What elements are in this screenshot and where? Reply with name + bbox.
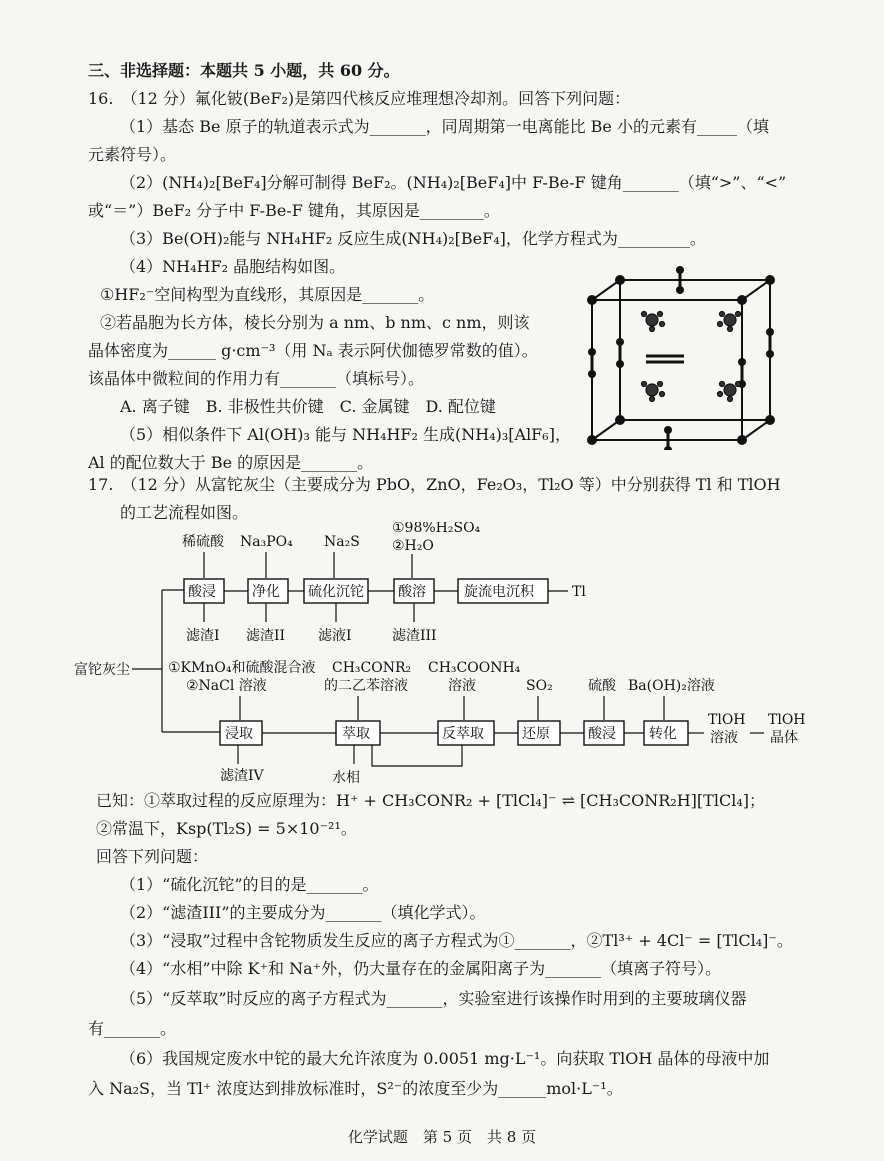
q17-known-1: 已知：①萃取过程的反应原理为：H⁺ + CH₃CONR₂ + [TlCl₄]⁻ ⇌ [CH₃CONR₂H][TlCl₄]；: [96, 791, 765, 810]
q17-part5-line2: 有_______。: [88, 1019, 177, 1038]
q16-part4-sub2-line1: ②若晶胞为长方体，棱长分别为 a nm、b nm、c nm，则该: [100, 313, 530, 332]
reagent-nacl: ②NaCl 溶液: [186, 678, 267, 694]
q16-part4-sub2-line2: 晶体密度为______ g·cm⁻³（用 Nₐ 表示阿伏伽德罗常数的值）。: [88, 341, 538, 360]
q17-part2: （2）“滤渣III”的主要成分为_______（填化学式）。: [120, 903, 486, 922]
reagent-na3po4: Na₃PO₄: [240, 534, 293, 550]
q16-options: A. 离子键 B. 非极性共价键 C. 金属键 D. 配位键: [120, 397, 496, 416]
q17-intro-line1: 17. （12 分）从富铊灰尘（主要成分为 PbO，ZnO，Fe₂O₃，Tl₂O 等）中分别获得 Tl 和 TlOH: [88, 475, 781, 494]
q16-part1-line1: （1）基态 Be 原子的轨道表示式为_______，同周期第一电离能比 Be 小的元素有_____（填: [120, 117, 769, 136]
product-tloh-1: TlOH: [708, 712, 746, 728]
q17-answer-prompt: 回答下列问题：: [96, 847, 209, 866]
filtrate-1: 滤液I: [318, 628, 352, 644]
box-extract: 萃取: [342, 726, 370, 742]
box-acid-leach-2: 酸浸: [588, 726, 616, 742]
residue-4: 滤渣IV: [220, 768, 264, 784]
q17-part4: （4）“水相”中除 K⁺和 Na⁺外，仍大量存在的金属阳离子为_______（填离子符号）。: [120, 959, 722, 978]
reagent-so2: SO₂: [526, 678, 553, 694]
reagent-dilute-sulfuric: 稀硫酸: [182, 534, 224, 550]
residue-3: 滤渣III: [392, 628, 437, 644]
box-reduce: 还原: [522, 726, 550, 742]
q17-part6-line2: 入 Na₂S，当 Tl⁺ 浓度达到排放标准时，S²⁻的浓度至少为______mol·L⁻¹。: [88, 1079, 623, 1098]
product-tloh-2: TlOH: [768, 712, 806, 728]
q17-part1: （1）“硫化沉铊”的目的是_______。: [120, 875, 379, 894]
q16-part2-line1: （2）(NH₄)₂[BeF₄]分解可制得 BeF₂。(NH₄)₂[BeF₄]中 F-Be-F 键角_______（填“>”、“<”: [120, 173, 787, 192]
q17-part5-line1: （5）“反萃取”时反应的离子方程式为_______，实验室进行该操作时用到的主要玻璃仪器: [120, 989, 747, 1008]
product-crystal: 晶体: [770, 730, 798, 746]
q16-part4-sub1: ①HF₂⁻空间构型为直线形，其原因是_______。: [100, 285, 435, 304]
box-purify: 净化: [252, 584, 280, 600]
q16-part4: （4）NH₄HF₂ 晶胞结构如图。: [120, 257, 346, 276]
process-flow-diagram: [70, 522, 820, 788]
q17-intro-line2: 的工艺流程如图。: [120, 503, 249, 522]
reagent-solution: 溶液: [448, 678, 476, 694]
section-title: 三、非选择题：本题共 5 小题，共 60 分。: [88, 61, 400, 80]
q17-known-2: ②常温下，Ksp(Tl₂S) = 5×10⁻²¹。: [96, 819, 357, 838]
box-electrodeposit: 旋流电沉积: [464, 584, 534, 600]
q17-part6-line1: （6）我国规定废水中铊的最大允许浓度为 0.0051 mg·L⁻¹。向获取 TlOH 晶体的母液中加: [120, 1049, 770, 1068]
q17-part3: （3）“浸取”过程中含铊物质发生反应的离子方程式为①_______，②Tl³⁺ + 4Cl⁻ = [TlCl₄]⁻。: [120, 931, 793, 950]
product-tl: Tl: [572, 584, 586, 600]
flow-source: 富铊灰尘: [74, 662, 130, 678]
reagent-sulfuric: 硫酸: [588, 678, 616, 694]
reagent-baoh2: Ba(OH)₂溶液: [628, 678, 715, 694]
product-solution: 溶液: [710, 730, 738, 746]
page-footer: 化学试题 第 5 页 共 8 页: [347, 1128, 537, 1146]
reagent-h2so4-98: ①98%H₂SO₄: [392, 522, 481, 536]
box-convert: 转化: [649, 726, 677, 742]
residue-1: 滤渣I: [186, 628, 220, 644]
box-back-extract: 反萃取: [442, 726, 484, 742]
q16-intro: 16. （12 分）氟化铍(BeF₂)是第四代核反应堆理想冷却剂。回答下列问题：: [88, 89, 631, 108]
box-sulfide-precip: 硫化沉铊: [308, 584, 364, 600]
reagent-na2s: Na₂S: [324, 534, 360, 550]
residue-2: 滤渣II: [246, 628, 286, 644]
box-leach: 浸取: [225, 726, 253, 742]
box-acid-leach: 酸浸: [188, 584, 216, 600]
reagent-ch3coonh4: CH₃COONH₄: [428, 660, 521, 676]
q16-part5-line1: （5）相似条件下 Al(OH)₃ 能与 NH₄HF₂ 生成(NH₄)₃[AlF₆]，: [120, 425, 571, 444]
box-acid-dissolve: 酸溶: [398, 584, 426, 600]
reagent-kmno4-mix: ①KMnO₄和硫酸混合液: [168, 660, 316, 676]
q16-part1-line2: 元素符号）。: [88, 145, 177, 164]
aqueous-phase: 水相: [332, 770, 360, 786]
q16-part4-sub3: 该晶体中微粒间的作用力有_______（填标号）。: [88, 369, 425, 388]
reagent-ch3conr2: CH₃CONR₂: [332, 660, 412, 676]
q16-part3: （3）Be(OH)₂能与 NH₄HF₂ 反应生成(NH₄)₂[BeF₄]，化学方程式为_________。: [120, 229, 706, 248]
crystal-cell-figure: [580, 262, 802, 450]
q16-part5-line2: Al 的配位数大于 Be 的原因是_______。: [88, 453, 374, 472]
reagent-diethylbenzene: 的二乙苯溶液: [324, 678, 408, 694]
q16-part2-line2: 或“＝”）BeF₂ 分子中 F-Be-F 键角，其原因是________。: [88, 201, 500, 220]
reagent-h2o: ②H₂O: [392, 538, 434, 554]
